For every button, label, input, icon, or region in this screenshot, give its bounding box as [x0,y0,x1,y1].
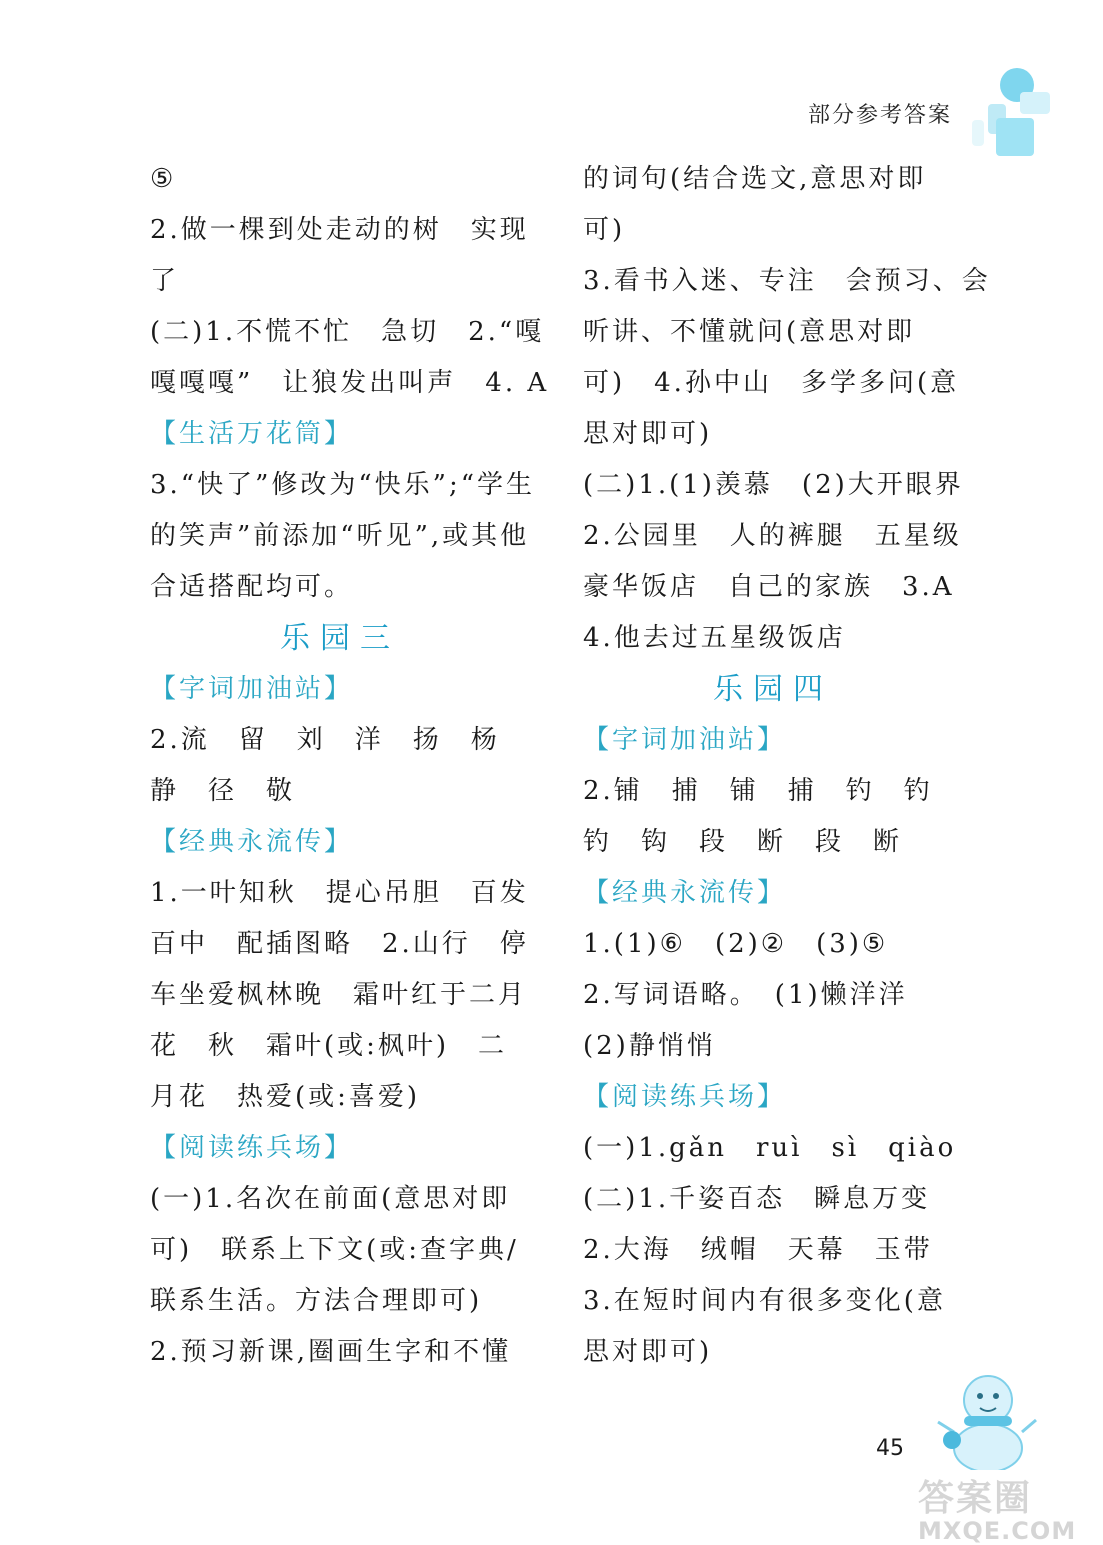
watermark-url: MXQE.COM [918,1517,1077,1545]
answer-line: 2.写词语略。 (1)懒洋洋 [583,980,908,1010]
left-column [150,154,550,1378]
answer-line: (二)1.千姿百态 瞬息万变 [583,1184,931,1214]
section-tag: 【阅读练兵场】 [150,1133,354,1163]
answer-line: 3.看书入迷、专注 会预习、会 [583,266,991,296]
answer-line: 2.大海 绒帽 天幕 玉带 [583,1235,933,1265]
answer-line: (一)1.gǎn ruì sì qiào [583,1133,957,1163]
header-title: 部分参考答案 [808,103,953,128]
answer-line: (二)1.(1)羡慕 (2)大开眼界 [583,470,964,500]
answer-line: 车坐爱枫林晚 霜叶红于二月 [150,980,528,1010]
section-tag: 【字词加油站】 [583,725,787,755]
section-tag: 【字词加油站】 [150,674,354,704]
answer-line: 2.公园里 人的裤腿 五星级 [583,521,962,551]
answer-line: (二)1.不慌不忙 急切 2.“嘎 [150,317,545,347]
right-column [583,154,991,1378]
answer-line: 豪华饭店 自己的家族 3.A [583,572,955,602]
answer-line: 联系生活。方法合理即可) [150,1286,483,1316]
answer-line: 钓 钩 段 断 段 断 [583,827,903,857]
section-tag: 【经典永流传】 [150,827,354,857]
answer-line: 2.铺 捕 铺 捕 钓 钓 [583,776,933,806]
answer-line: 思对即可) [583,1337,713,1367]
answer-line: 花 秋 霜叶(或:枫叶) 二 [150,1031,508,1061]
section-tag: 【经典永流传】 [583,878,787,908]
section-tag: 【阅读练兵场】 [583,1082,787,1112]
answer-line: 3.“快了”修改为“快乐”;“学生 [150,470,536,500]
section-tag: 【生活万花筒】 [150,419,354,449]
answer-line: 的词句(结合选文,意思对即 [583,164,927,194]
answer-line: (2)静悄悄 [583,1031,716,1061]
watermark [918,1470,1076,1545]
answer-line: 百中 配插图略 2.山行 停 [150,929,529,959]
answer-line: 1.(1)⑥ (2)② (3)⑤ [583,929,889,959]
header-decoration-block [996,118,1034,156]
watermark-logo-text: 答案圈 [918,1478,1033,1519]
answer-line: 4.他去过五星级饭店 [583,623,846,653]
answer-line: 2.做一棵到处走动的树 实现 [150,215,529,245]
answer-line: 了 [150,266,180,296]
answer-line: 可) 联系上下文(或:查字典/ [150,1235,519,1265]
section-title: 乐园三 [280,621,400,656]
page-number: 45 [876,1436,904,1461]
answer-line: 可) [583,215,626,245]
answer-line: 1.一叶知秋 提心吊胆 百发 [150,878,529,908]
answer-line: 的笑声”前添加“听见”,或其他 [150,521,530,551]
answer-line: 思对即可) [583,419,713,449]
answer-line: 月花 热爱(或:喜爱) [150,1082,421,1112]
answer-line: 合适搭配均可。 [150,572,354,602]
answer-line: 嘎嘎嘎” 让狼发出叫声 4. A [150,368,550,398]
header-decoration-block [1020,92,1050,114]
answer-line: 听讲、不懂就问(意思对即 [583,317,916,347]
answer-line: 3.在短时间内有很多变化(意 [583,1286,946,1316]
section-title: 乐园四 [713,672,833,707]
answer-line: 静 径 敬 [150,776,296,806]
header-decoration-block [972,120,984,146]
answer-line: ⑤ [150,164,177,194]
snowman-illustration [930,1370,1040,1470]
answer-line: 2.流 留 刘 洋 扬 杨 [150,725,500,755]
answer-line: 2.预习新课,圈画生字和不懂 [150,1337,512,1367]
answer-line: 可) 4.孙中山 多学多问(意 [583,368,960,398]
answer-line: (一)1.名次在前面(意思对即 [150,1184,511,1214]
